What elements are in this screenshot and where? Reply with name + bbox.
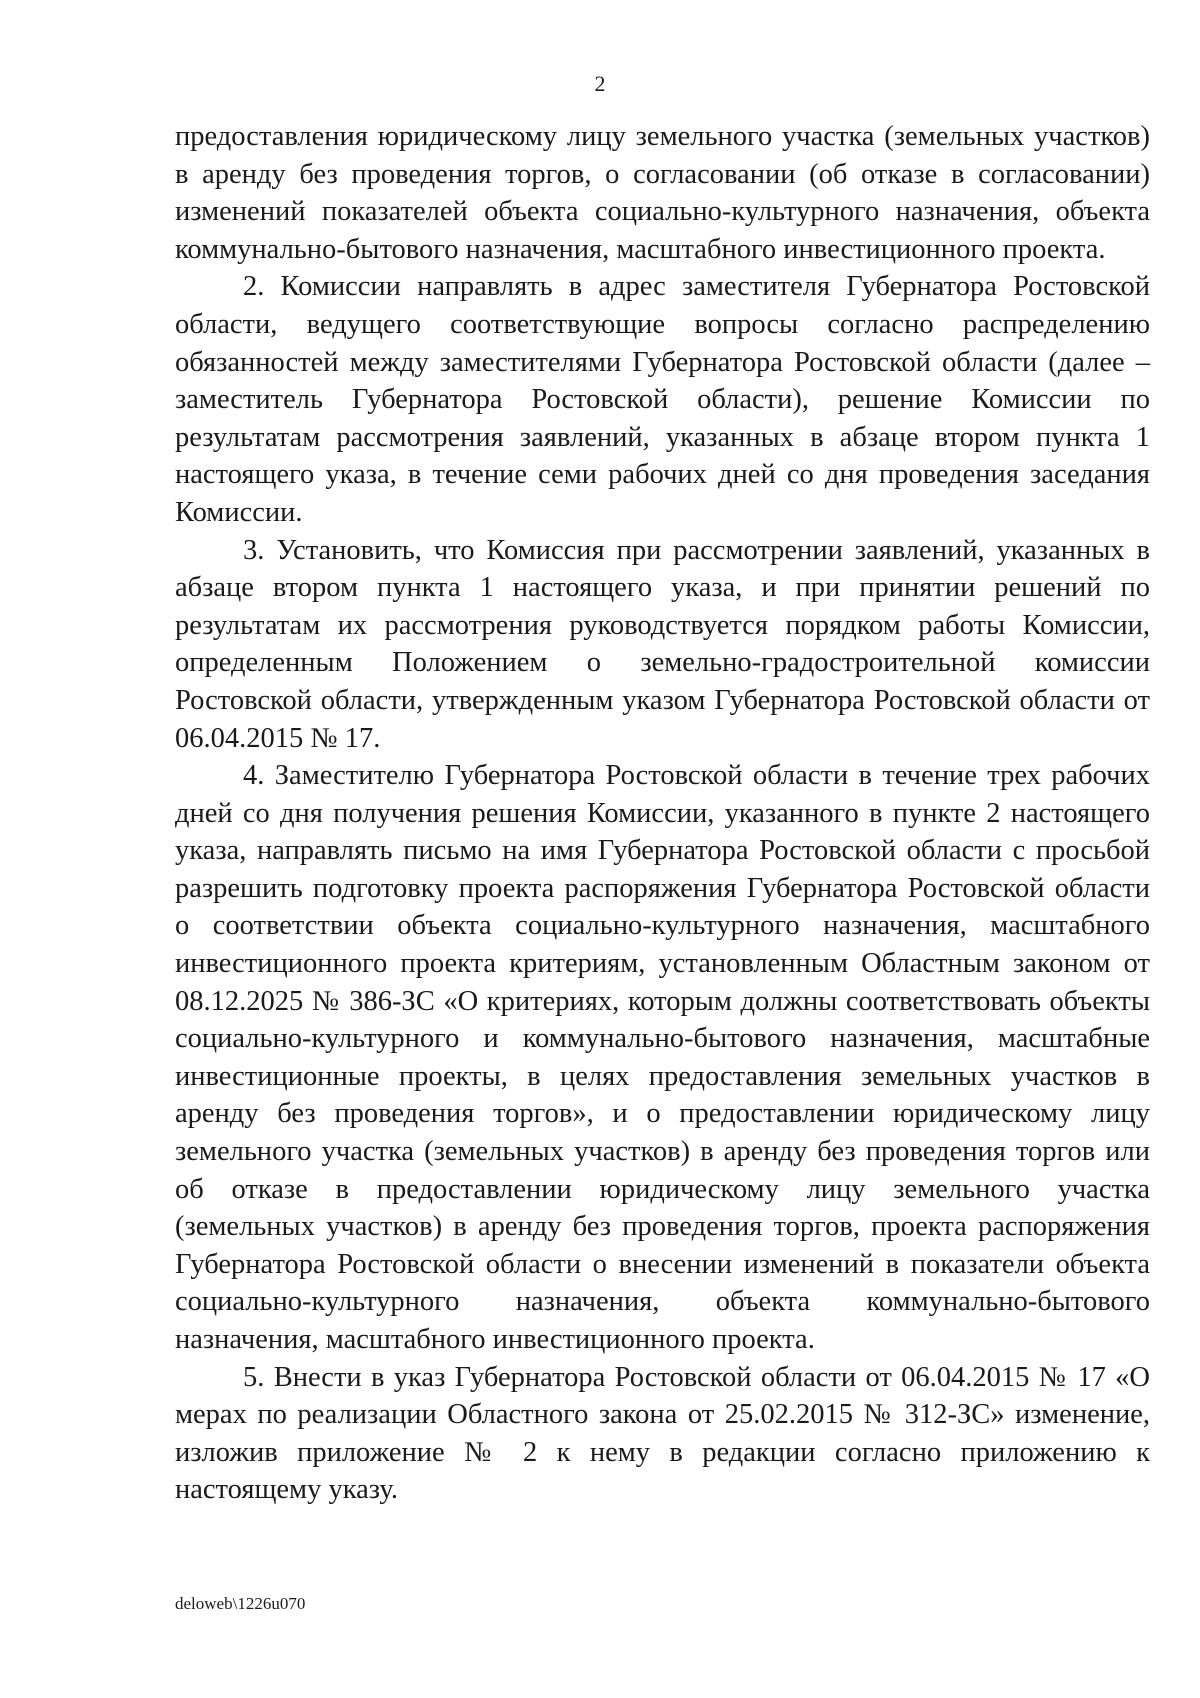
paragraph-item-4: 4. Заместителю Губернатора Ростовской области в течение трех рабочих дней со дня получения решения Комиссии, указанного в пункте 2 настоящего указа, направлять письмо на имя Губернатора Ростовской области с просьбой разрешить подготовку проекта распоряжения Губернатора Ростовской области о соответствии объекта социально-культурного назначения, масштабного инвестиционного проекта критериям, установленным Областным законом от 08.12.2025 № 386-ЗС «О критериях, которым должны соответствовать объекты социально-культурного и коммунально-бытового назначения, масштабные инвестиционные проекты, в целях предоставления земельных участков в аренду без проведения торгов», и о предоставлении юридическому лицу земельного участка (земельных участков) в аренду без проведения торгов или об отказе в предоставлении юридическому лицу земельного участка (земельных участков) в аренду без проведения торгов, проекта распоряжения Губернатора Ростовской области о внесении изменений в показатели объекта социально-культурного назначения, объекта коммунально-бытового назначения, масштабного инвестиционного проекта.	[175, 760, 1150, 1355]
footer-document-code: deloweb\1226u070	[175, 1594, 306, 1613]
paragraph-item-3: 3. Установить, что Комиссия при рассмотрении заявлений, указанных в абзаце втором пункта 1 настоящего указа, и при принятии решений по результатам их рассмотрения руководствуется порядком работы Комиссии, определенным Положением о земельно-градостроительной комиссии Ростовской области, утвержденным указом Губернатора Ростовской области от 06.04.2015 № 17.	[175, 534, 1150, 754]
paragraph-continuation: предоставления юридическому лицу земельного участка (земельных участков) в аренду без проведения торгов, о согласовании (об отказе в согласовании) изменений показателей объекта социально-культурного назначения, объекта коммунально-бытового назначения, масштабного инвестиционного проекта.	[175, 121, 1150, 265]
document-body	[175, 118, 1150, 1509]
page-number: 2	[594, 71, 606, 96]
paragraph-item-2: 2. Комиссии направлять в адрес заместителя Губернатора Ростовской области, ведущего соответствующие вопросы согласно распределению обязанностей между заместителями Губернатора Ростовской области (далее – заместитель Губернатора Ростовской области), решение Комиссии по результатам рассмотрения заявлений, указанных в абзаце втором пункта 1 настоящего указа, в течение семи рабочих дней со дня проведения заседания Комиссии.	[175, 271, 1150, 528]
paragraph-item-5: 5. Внести в указ Губернатора Ростовской области от 06.04.2015 № 17 «О мерах по реализации Областного закона от 25.02.2015 № 312-ЗС» изменение, изложив приложение № 2 к нему в редакции согласно приложению к настоящему указу.	[175, 1361, 1150, 1506]
